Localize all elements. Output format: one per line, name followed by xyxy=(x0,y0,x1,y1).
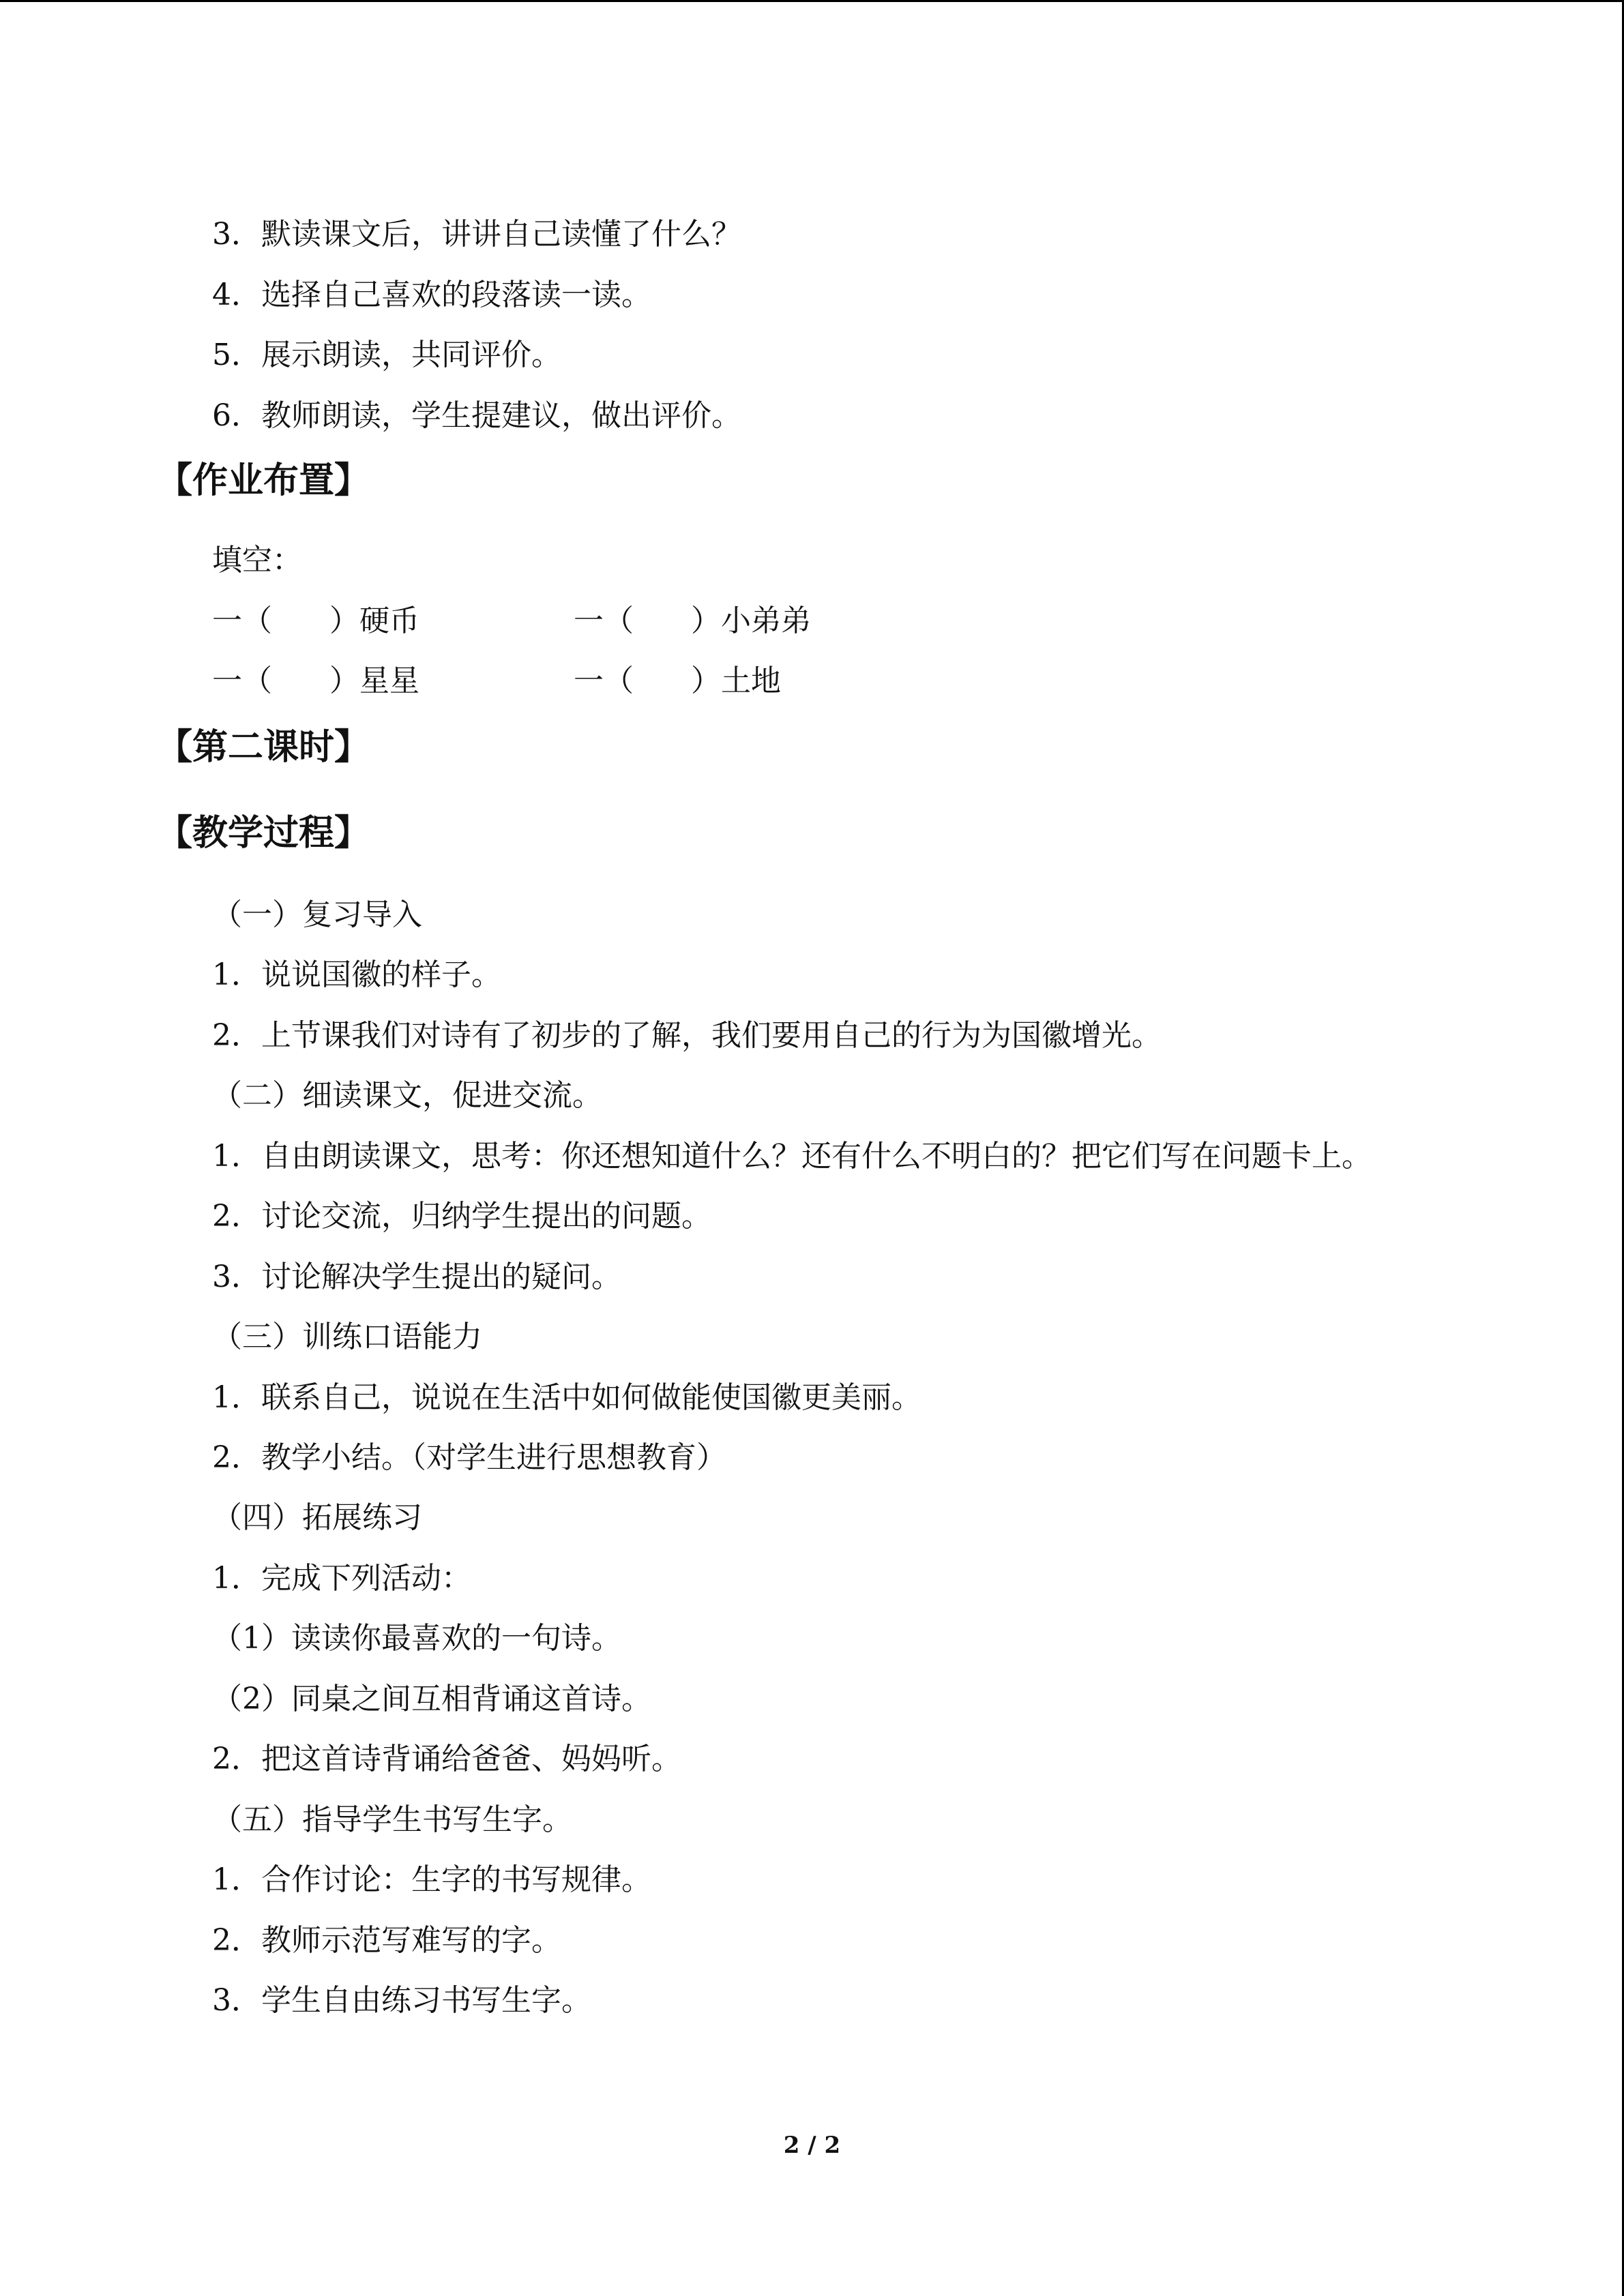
text-line: 1．完成下列活动： xyxy=(212,1561,471,1596)
fill-label: 填空： xyxy=(212,543,302,578)
section-heading-homework: 【作业布置】 xyxy=(157,460,370,501)
text-line: 3．默读课文后，讲讲自己读懂了什么？ xyxy=(212,217,741,252)
text-line: 1．合作讨论：生字的书写规律。 xyxy=(212,1862,651,1897)
text-line: 1．联系自己，说说在生活中如何做能使国徽更美丽。 xyxy=(212,1380,921,1415)
fill-item: 一（ ）硬币 xyxy=(212,603,419,638)
text-line: （1）读读你最喜欢的一句诗。 xyxy=(212,1621,621,1656)
process-subheading: （一）复习导入 xyxy=(212,897,422,932)
text-line: 4．选择自己喜欢的段落读一读。 xyxy=(212,278,651,312)
text-line: 3．讨论解决学生提出的疑问。 xyxy=(212,1259,621,1294)
page-number: 2 / 2 xyxy=(783,2132,841,2159)
section-heading-lesson2: 【第二课时】 xyxy=(157,727,370,768)
text-line: （2）同桌之间互相背诵这首诗。 xyxy=(212,1682,651,1716)
text-line: 2．教师示范写难写的字。 xyxy=(212,1923,561,1958)
text-line: 5．展示朗读，共同评价。 xyxy=(212,338,561,372)
fill-item: 一（ ）土地 xyxy=(574,664,781,698)
fill-item: 一（ ）小弟弟 xyxy=(574,603,811,638)
text-line: 2．上节课我们对诗有了初步的了解，我们要用自己的行为为国徽增光。 xyxy=(212,1018,1162,1053)
text-line: 2．讨论交流，归纳学生提出的问题。 xyxy=(212,1199,711,1234)
text-line: 1．说说国徽的样子。 xyxy=(212,957,501,992)
text-line: 1．自由朗读课文，思考：你还想知道什么？还有什么不明白的？把它们写在问题卡上。 xyxy=(212,1139,1372,1174)
text-line: 2．教学小结。（对学生进行思想教育） xyxy=(212,1440,726,1475)
process-subheading: （四）拓展练习 xyxy=(212,1500,422,1535)
text-line: 2．把这首诗背诵给爸爸、妈妈听。 xyxy=(212,1742,681,1776)
text-line: 3．学生自由练习书写生字。 xyxy=(212,1983,591,2018)
process-subheading: （五）指导学生书写生字。 xyxy=(212,1802,572,1837)
text-line: 6．教师朗读，学生提建议，做出评价。 xyxy=(212,398,741,433)
fill-item: 一（ ）星星 xyxy=(212,664,419,698)
page-top-border xyxy=(0,0,1624,2)
section-heading-process: 【教学过程】 xyxy=(157,813,370,854)
process-subheading: （三）训练口语能力 xyxy=(212,1320,482,1354)
process-subheading: （二）细读课文，促进交流。 xyxy=(212,1078,602,1113)
